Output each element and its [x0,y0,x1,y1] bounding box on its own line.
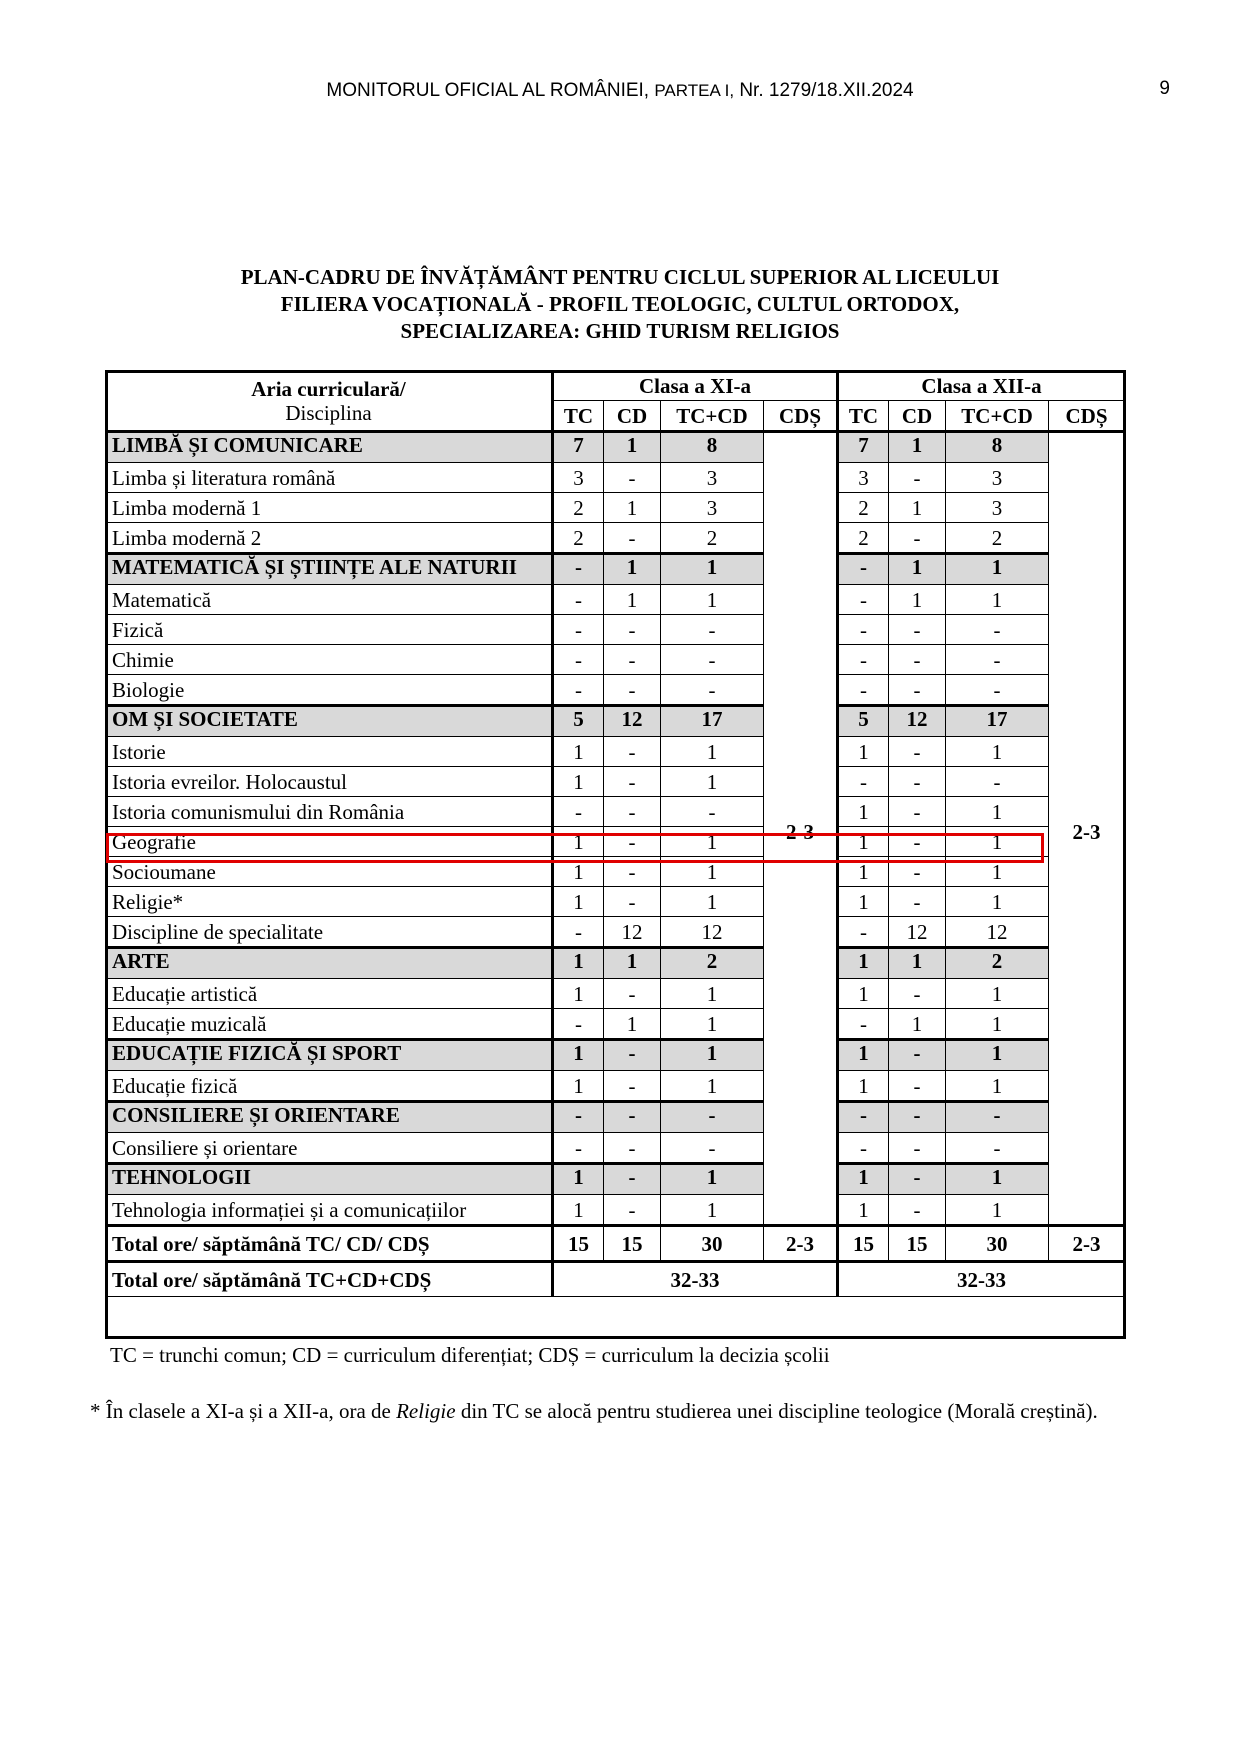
total-cell: 2-3 [1049,1226,1125,1262]
value-cell: - [604,737,661,767]
value-cell: 1 [838,948,889,979]
value-cell: - [838,585,889,615]
value-cell: 1 [661,554,764,585]
value-cell: - [604,1133,661,1164]
value-cell: - [604,797,661,827]
total-cell: 2-3 [764,1226,838,1262]
value-cell: 1 [838,737,889,767]
value-cell: 12 [889,706,946,737]
col-cd-12: CD [889,401,946,432]
value-cell: - [946,1133,1049,1164]
area-name: MATEMATICĂ ȘI ȘTIINȚE ALE NATURII [106,554,553,585]
value-cell: - [604,887,661,917]
col-tc-12: TC [838,401,889,432]
value-cell: - [553,1102,604,1133]
value-cell: - [889,737,946,767]
value-cell: 1 [946,1164,1049,1195]
value-cell: - [889,463,946,493]
discipline-row [106,675,1125,706]
value-cell: - [889,523,946,554]
area-name: ARTE [106,948,553,979]
value-cell: 1 [946,979,1049,1009]
value-cell: 2 [661,523,764,554]
total-label: Total ore/ săptămână TC/ CD/ CDȘ [106,1226,553,1262]
discipline-row [106,797,1125,827]
discipline-row [106,1071,1125,1102]
value-cell: - [838,554,889,585]
table-body [106,432,1125,1226]
discipline-name: Limba modernă 1 [106,493,553,523]
value-cell: - [604,675,661,706]
title-line-3: SPECIALIZAREA: GHID TURISM RELIGIOS [400,319,840,343]
legend-note: TC = trunchi comun; CD = curriculum diferențiat; CDȘ = curriculum la decizia școlii [110,1343,830,1367]
discipline-row [106,979,1125,1009]
discipline-name: Chimie [106,645,553,675]
value-cell: - [889,1195,946,1226]
value-cell: 1 [661,767,764,797]
area-row [106,706,1125,737]
value-cell: 1 [661,857,764,887]
total-combined-label: Total ore/ săptămână TC+CD+CDȘ [106,1262,553,1297]
value-cell: 1 [838,1071,889,1102]
discipline-name: Limba modernă 2 [106,523,553,554]
value-cell: - [604,1040,661,1071]
area-name: LIMBĂ ȘI COMUNICARE [106,432,553,463]
value-cell: - [889,1102,946,1133]
value-cell: - [946,645,1049,675]
header-issue: Nr. 1279/18.XII.2024 [739,80,914,101]
discipline-name: Istoria evreilor. Holocaustul [106,767,553,797]
value-cell: - [838,675,889,706]
area-row [106,1164,1125,1195]
footnote [90,1398,1130,1425]
discipline-row [106,1133,1125,1164]
value-cell: 3 [946,463,1049,493]
area-name: CONSILIERE ȘI ORIENTARE [106,1102,553,1133]
value-cell: 1 [604,948,661,979]
value-cell: - [889,645,946,675]
value-cell: 1 [946,887,1049,917]
value-cell: 1 [661,1071,764,1102]
value-cell: - [604,1164,661,1195]
value-cell: 1 [946,737,1049,767]
discipline-row [106,887,1125,917]
document-title [0,264,1240,345]
value-cell: 1 [604,493,661,523]
value-cell: 17 [661,706,764,737]
value-cell: 1 [946,827,1049,857]
value-cell: - [838,615,889,645]
discipline-name: Matematică [106,585,553,615]
discipline-row [106,1195,1125,1226]
class12-header: Clasa a XII-a [838,371,1125,401]
value-cell: - [838,1009,889,1040]
value-cell: - [604,979,661,1009]
value-cell: 8 [946,432,1049,463]
value-cell: 1 [553,737,604,767]
discipline-name: Religie* [106,887,553,917]
value-cell: - [604,1071,661,1102]
value-cell: - [661,1133,764,1164]
value-cell: - [604,827,661,857]
value-cell: - [604,1195,661,1226]
value-cell: 1 [946,797,1049,827]
value-cell: - [946,767,1049,797]
value-cell: 12 [604,917,661,948]
value-cell: 1 [838,1040,889,1071]
header-part: PARTEA I, [654,81,735,100]
total-cell: 30 [946,1226,1049,1262]
class11-header: Clasa a XI-a [553,371,838,401]
total-cell: 15 [604,1226,661,1262]
discipline-row [106,585,1125,615]
discipline-name: Fizică [106,615,553,645]
value-cell: - [889,1071,946,1102]
page-header [0,80,1240,102]
value-cell: 1 [661,887,764,917]
discipline-row [106,493,1125,523]
value-cell: 1 [553,887,604,917]
value-cell: - [889,797,946,827]
value-cell: 3 [553,463,604,493]
value-cell: 2 [661,948,764,979]
value-cell: 1 [946,1071,1049,1102]
value-cell: 1 [553,1195,604,1226]
value-cell: - [553,917,604,948]
value-cell: 1 [889,432,946,463]
value-cell: 2 [838,523,889,554]
discipline-name: Educație fizică [106,1071,553,1102]
value-cell: 2 [838,493,889,523]
value-cell: - [838,1133,889,1164]
discipline-name: Socioumane [106,857,553,887]
area-row [106,1040,1125,1071]
discipline-name: Educație artistică [106,979,553,1009]
value-cell: 1 [946,554,1049,585]
value-cell: - [661,645,764,675]
col-tccd-12: TC+CD [946,401,1049,432]
col-tccd-11: TC+CD [661,401,764,432]
value-cell: - [604,645,661,675]
value-cell: - [604,463,661,493]
value-cell: - [889,857,946,887]
discipline-row [106,523,1125,554]
value-cell: 1 [661,1009,764,1040]
value-cell: - [604,523,661,554]
value-cell: 1 [838,827,889,857]
page-number: 9 [1159,78,1170,99]
value-cell: 2 [553,493,604,523]
value-cell: - [604,767,661,797]
value-cell: 1 [889,554,946,585]
col-cd-11: CD [604,401,661,432]
area-name: OM ȘI SOCIETATE [106,706,553,737]
value-cell: 1 [604,1009,661,1040]
value-cell: 1 [946,1009,1049,1040]
discipline-row [106,857,1125,887]
discipline-name: Istoria comunismului din România [106,797,553,827]
value-cell: 1 [661,737,764,767]
discipline-name: Discipline de specialitate [106,917,553,948]
value-cell: 12 [889,917,946,948]
value-cell: - [553,797,604,827]
discipline-name: Geografie [106,827,553,857]
value-cell: 1 [661,1164,764,1195]
value-cell: 2 [946,948,1049,979]
value-cell: 5 [838,706,889,737]
value-cell: - [889,1040,946,1071]
value-cell: - [889,887,946,917]
value-cell: 5 [553,706,604,737]
value-cell: - [661,615,764,645]
value-cell: 1 [889,585,946,615]
value-cell: 3 [661,493,764,523]
value-cell: - [661,797,764,827]
value-cell: 1 [661,979,764,1009]
value-cell: - [946,675,1049,706]
curriculum-table [105,370,1125,1297]
area-name: TEHNOLOGII [106,1164,553,1195]
title-line-1: PLAN-CADRU DE ÎNVĂȚĂMÂNT PENTRU CICLUL SUPERIOR AL LICEULUI [240,265,1000,289]
value-cell: 1 [661,827,764,857]
value-cell: - [661,675,764,706]
value-cell: 1 [553,1040,604,1071]
value-cell: 1 [553,1164,604,1195]
discipline-row [106,827,1125,857]
footnote-part-1: * În clasele a XI-a și a XII-a, ora de [90,1399,397,1423]
value-cell: 1 [838,979,889,1009]
discipline-name: Tehnologia informației și a comunicațiilor [106,1195,553,1226]
value-cell: - [838,1102,889,1133]
value-cell: 7 [553,432,604,463]
value-cell: - [553,615,604,645]
value-cell: - [889,615,946,645]
value-cell: - [553,645,604,675]
discipline-name: Biologie [106,675,553,706]
value-cell: 1 [838,797,889,827]
value-cell: 3 [946,493,1049,523]
cds-cell-11: 2-3 [764,432,838,1226]
value-cell: - [946,1102,1049,1133]
discipline-name: Educație muzicală [106,1009,553,1040]
discipline-row [106,615,1125,645]
discipline-name: Limba și literatura română [106,463,553,493]
value-cell: 1 [553,767,604,797]
value-cell: - [553,1009,604,1040]
value-cell: 17 [946,706,1049,737]
value-cell: 2 [553,523,604,554]
value-cell: 1 [946,585,1049,615]
value-cell: 12 [946,917,1049,948]
value-cell: 12 [661,917,764,948]
value-cell: 12 [604,706,661,737]
area-row [106,1102,1125,1133]
discipline-row [106,463,1125,493]
value-cell: - [661,1102,764,1133]
title-line-2: FILIERA VOCAȚIONALĂ - PROFIL TEOLOGIC, CULTUL ORTODOX, [280,292,960,316]
value-cell: - [838,917,889,948]
value-cell: 1 [838,887,889,917]
value-cell: - [889,675,946,706]
value-cell: 1 [604,585,661,615]
value-cell: 1 [889,948,946,979]
value-cell: - [889,979,946,1009]
total-cell: 15 [838,1226,889,1262]
col-cds-12: CDȘ [1049,401,1125,432]
total-cell: 15 [889,1226,946,1262]
value-cell: - [553,675,604,706]
discipline-row [106,917,1125,948]
value-cell: 8 [661,432,764,463]
total-row-split [106,1226,1125,1262]
total-combined-11: 32-33 [553,1262,838,1297]
value-cell: - [838,645,889,675]
value-cell: - [838,767,889,797]
value-cell: 1 [661,1040,764,1071]
value-cell: 3 [838,463,889,493]
total-cell: 30 [661,1226,764,1262]
area-name: EDUCAȚIE FIZICĂ ȘI SPORT [106,1040,553,1071]
discipline-row [106,737,1125,767]
value-cell: 1 [838,1195,889,1226]
total-cell: 15 [553,1226,604,1262]
value-cell: - [889,1164,946,1195]
value-cell: 1 [553,979,604,1009]
value-cell: 1 [553,857,604,887]
value-cell: 2 [946,523,1049,554]
header-discipline: Disciplina [285,400,372,425]
discipline-name: Consiliere și orientare [106,1133,553,1164]
col-cds-11: CDȘ [764,401,838,432]
value-cell: 1 [661,585,764,615]
value-cell: 1 [838,857,889,887]
header-area-cell [106,371,553,432]
value-cell: - [604,615,661,645]
area-row [106,432,1125,463]
value-cell: - [604,1102,661,1133]
col-tc-11: TC [553,401,604,432]
discipline-row [106,1009,1125,1040]
value-cell: - [553,1133,604,1164]
area-row [106,554,1125,585]
footnote-part-2: din TC se alocă pentru studierea unei discipline teologice (Morală creștină). [455,1399,1098,1423]
value-cell: - [889,767,946,797]
value-cell: - [889,1133,946,1164]
value-cell: 3 [661,463,764,493]
total-row-combined [106,1262,1125,1297]
header-area: Aria curriculară/ [251,376,406,401]
value-cell: - [946,615,1049,645]
value-cell: 1 [946,857,1049,887]
discipline-row [106,767,1125,797]
value-cell: 1 [604,554,661,585]
total-combined-12: 32-33 [838,1262,1125,1297]
value-cell: - [604,857,661,887]
value-cell: 1 [553,827,604,857]
value-cell: 1 [604,432,661,463]
value-cell: 1 [889,1009,946,1040]
area-row [106,948,1125,979]
value-cell: 1 [553,948,604,979]
discipline-row [106,645,1125,675]
discipline-name: Istorie [106,737,553,767]
value-cell: - [553,585,604,615]
value-cell: 1 [661,1195,764,1226]
value-cell: 1 [946,1195,1049,1226]
value-cell: 1 [838,1164,889,1195]
value-cell: 1 [946,1040,1049,1071]
cds-cell-12: 2-3 [1049,432,1125,1226]
value-cell: - [889,827,946,857]
header-main: MONITORUL OFICIAL AL ROMÂNIEI, [326,80,650,101]
value-cell: - [553,554,604,585]
footnote-religie: Religie [396,1399,456,1423]
value-cell: 1 [889,493,946,523]
value-cell: 7 [838,432,889,463]
value-cell: 1 [553,1071,604,1102]
